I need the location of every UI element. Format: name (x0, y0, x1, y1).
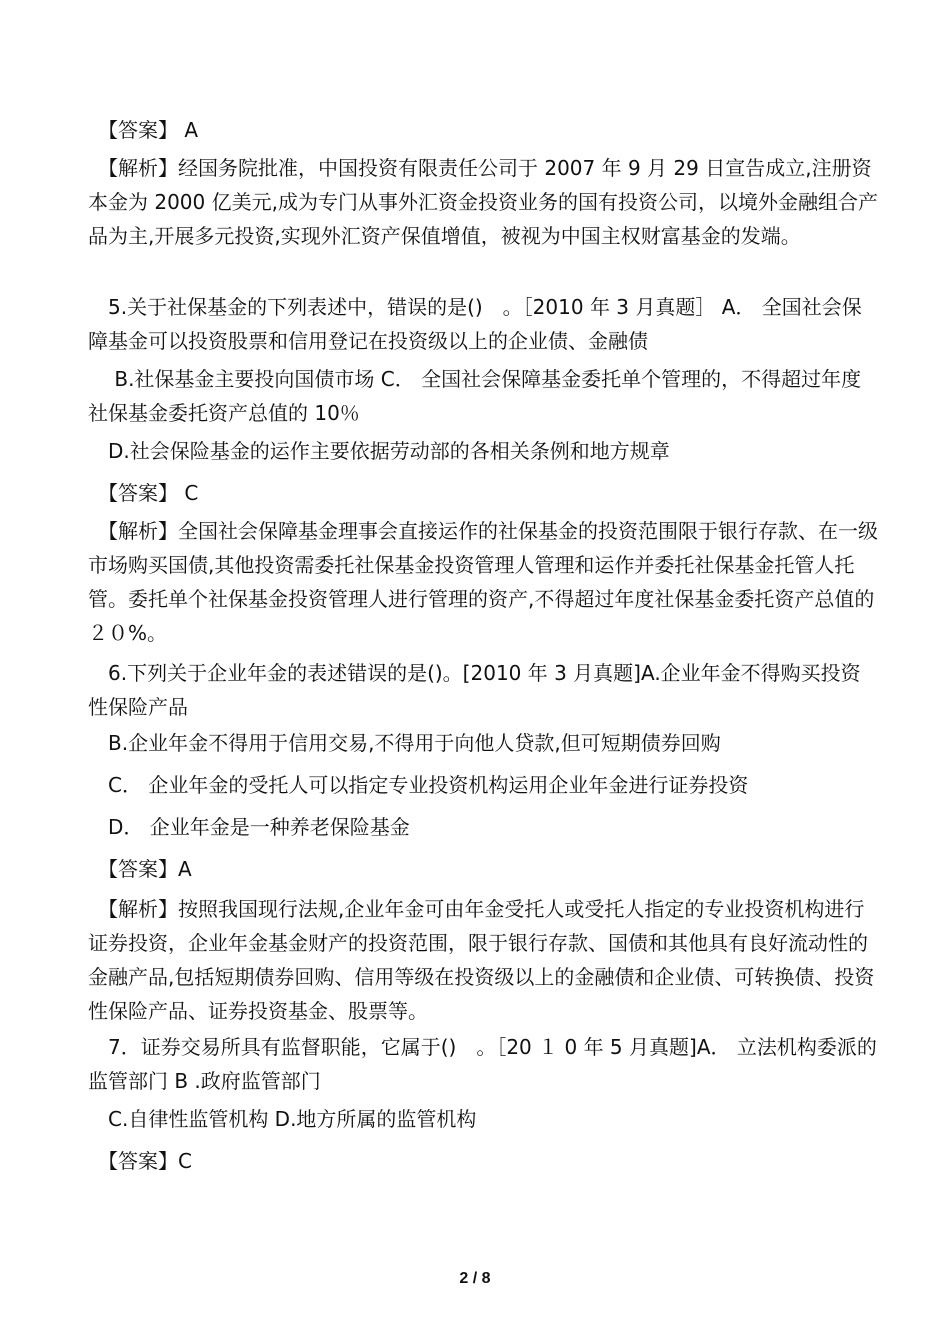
question-5-option-d: D.社会保险基金的运作主要依据劳动部的各相关条例和地方规章 (88, 439, 670, 463)
analysis-paragraph-q5: 【解析】全国社会保障基金理事会直接运作的社保基金的投资范围限于银行存款、在一级市场购买国债,其他投资需委托社保基金投资管理人管理和运作并委托社保基金托管人托管。委托单个社保基金投资管理人进行管理的资产,不得超过年度社保基金委托资产总值的２０%。 (88, 519, 878, 645)
page-number: 2 / 8 (459, 1270, 491, 1287)
question-6-option-c: C． 企业年金的受托人可以指定专业投资机构运用企业年金进行证券投资 (88, 773, 749, 797)
question-6-option-d: D． 企业年金是一种养老保险基金 (88, 815, 410, 839)
question-7-stem: 7．证券交易所具有监督职能，它属于() 。［20 １ 0 年 5 月真题]A． 立法机构委派的监管部门 B .政府监管部门 (88, 1035, 877, 1093)
answer-line-q5: 【答案】 C (88, 481, 199, 505)
question-7-options-cd: C.自律性监管机构 D.地方所属的监管机构 (88, 1107, 477, 1131)
question-6-stem: 6.下列关于企业年金的表述错误的是()。[2010 年 3 月真题]A.企业年金不得购买投资性保险产品 (88, 661, 861, 719)
answer-line-q4: 【答案】 A (88, 118, 199, 142)
question-5-options-bc: B.社保基金主要投向国债市场 C． 全国社会保障基金委托单个管理的，不得超过年度社保基金委托资产总值的 10％ (88, 367, 862, 425)
question-6-option-b: B.企业年金不得用于信用交易,不得用于向他人贷款,但可短期债券回购 (88, 731, 721, 755)
question-5-stem: 5.关于社保基金的下列表述中，错误的是() 。［2010 年 3 月真题］ A． 全国社会保障基金可以投资股票和信用登记在投资级以上的企业债、金融债 (88, 295, 862, 353)
analysis-paragraph-q6: 【解析】按照我国现行法规,企业年金可由年金受托人或受托人指定的专业投资机构进行证券投资，企业年金基金财产的投资范围，限于银行存款、国债和其他具有良好流动性的金融产品,包括短期债券回购、信用等级在投资级以上的金融债和企业债、可转换债、投资性保险产品、证券投资基金、股票等。 (88, 897, 875, 1023)
analysis-paragraph-q4: 【解析】经国务院批准，中国投资有限责任公司于 2007 年 9 月 29 日宣告成立,注册资本金为 2000 亿美元,成为专门从事外汇资金投资业务的国有投资公司，以境外金融组合产品为主,开展多元投资,实现外汇资产保值增值，被视为中国主权财富基金的发端。 (88, 156, 878, 248)
answer-line-q7: 【答案】C (88, 1149, 192, 1173)
answer-line-q6: 【答案】A (88, 857, 192, 881)
